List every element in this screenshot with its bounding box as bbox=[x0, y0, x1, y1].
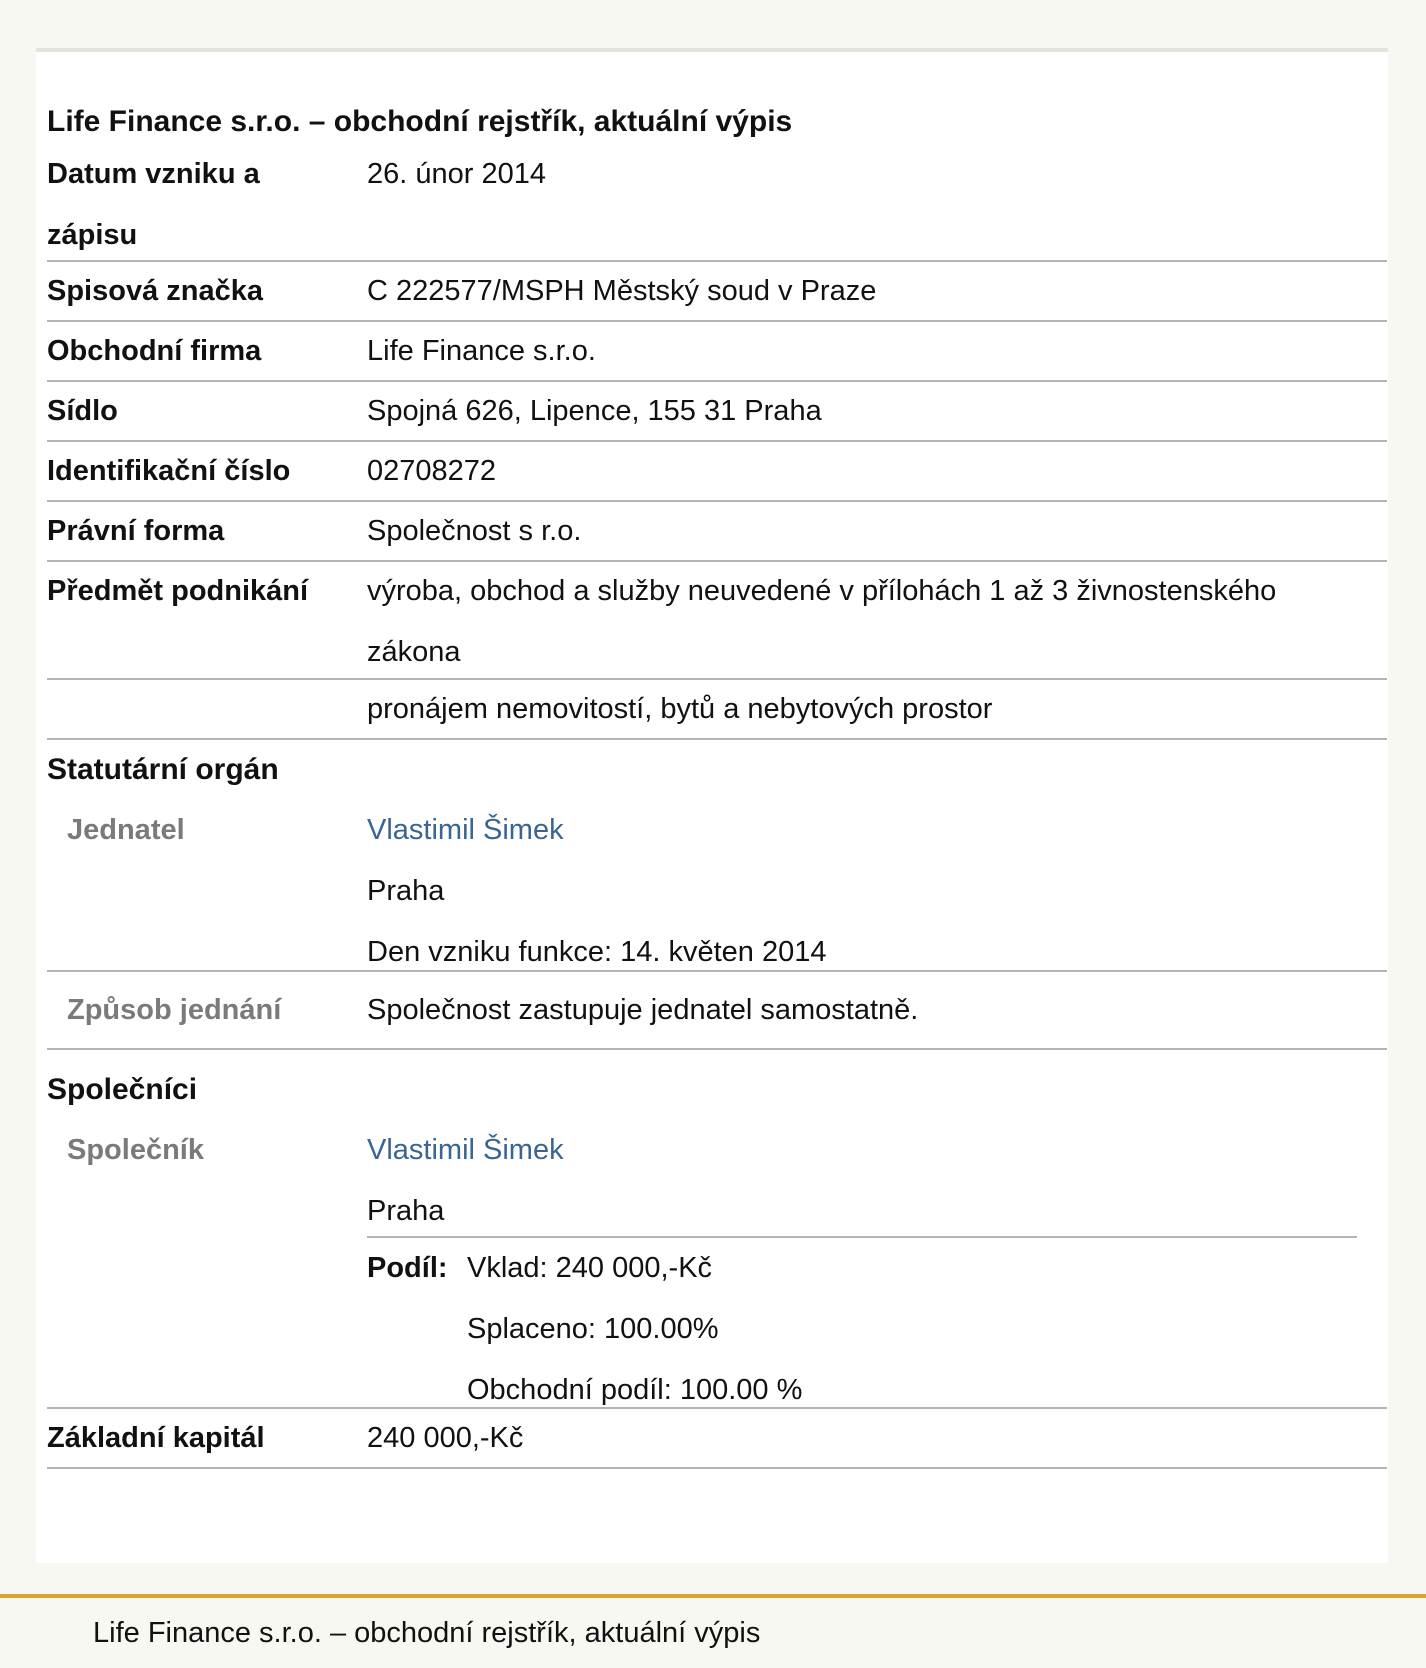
row-value bbox=[367, 561, 1357, 683]
row-value: pronájem nemovitostí, bytů a nebytových prostor bbox=[367, 693, 993, 725]
splaceno: Splaceno: 100.00% bbox=[467, 1313, 719, 1345]
obchodni-podil: Obchodní podíl: 100.00 % bbox=[467, 1374, 803, 1406]
row-label: Právní forma bbox=[47, 515, 225, 547]
row-pravni-forma bbox=[47, 502, 1387, 562]
footer-title: Life Finance s.r.o. – obchodní rejstřík, aktuální výpis bbox=[93, 1617, 761, 1649]
row-value: C 222577/MSPH Městský soud v Praze bbox=[367, 275, 877, 307]
row-ico bbox=[47, 442, 1387, 502]
row-sublabel: Jednatel bbox=[67, 814, 185, 846]
register-extract-card bbox=[36, 48, 1388, 1563]
row-obchodni-firma bbox=[47, 322, 1387, 382]
footer bbox=[0, 1598, 1426, 1668]
row-sublabel: Společník bbox=[67, 1134, 204, 1166]
row-predmet-podnikani-2 bbox=[47, 680, 1387, 740]
row-label-line: zápisu bbox=[47, 219, 138, 251]
page-title: Life Finance s.r.o. – obchodní rejstřík, aktuální výpis bbox=[47, 105, 793, 138]
row-label: Identifikační číslo bbox=[47, 455, 291, 487]
row-sidlo bbox=[47, 382, 1387, 442]
row-predmet-podnikani bbox=[47, 562, 1387, 680]
person-link[interactable]: Vlastimil Šimek bbox=[367, 1134, 564, 1166]
row-value-line: zákona bbox=[367, 636, 461, 668]
row-value: Společnost s r.o. bbox=[367, 515, 582, 547]
row-jednatel bbox=[47, 800, 1387, 972]
row-datum-vzniku bbox=[47, 144, 1387, 262]
row-label-line: Datum vzniku a bbox=[47, 158, 260, 190]
row-spolecnik bbox=[47, 1120, 1387, 1409]
person-city: Praha bbox=[367, 875, 445, 907]
vklad: Vklad: 240 000,-Kč bbox=[467, 1252, 713, 1284]
row-zpusob-jednani bbox=[47, 972, 1387, 1050]
row-value-line: výroba, obchod a služby neuvedené v přílohách 1 až 3 živnostenského bbox=[367, 575, 1277, 607]
podil-value bbox=[467, 1238, 802, 1421]
row-value: 240 000,-Kč bbox=[367, 1422, 524, 1454]
row-value bbox=[367, 800, 1357, 983]
section-heading-spolecnici: Společníci bbox=[47, 1073, 198, 1106]
row-label: Obchodní firma bbox=[47, 335, 262, 367]
podil-label: Podíl: bbox=[367, 1252, 448, 1284]
row-label: Předmět podnikání bbox=[47, 575, 309, 607]
section-heading-statutarni-organ: Statutární orgán bbox=[47, 753, 279, 786]
row-value: 02708272 bbox=[367, 455, 497, 487]
person-link[interactable]: Vlastimil Šimek bbox=[367, 814, 564, 846]
row-sublabel: Způsob jednání bbox=[67, 994, 282, 1026]
row-value: Společnost zastupuje jednatel samostatně. bbox=[367, 994, 919, 1026]
row-label: Spisová značka bbox=[47, 275, 263, 307]
row-label bbox=[47, 144, 347, 266]
row-value: Life Finance s.r.o. bbox=[367, 335, 596, 367]
row-value: 26. únor 2014 bbox=[367, 158, 546, 190]
row-zakladni-kapital bbox=[47, 1409, 1387, 1469]
person-city: Praha bbox=[367, 1195, 445, 1227]
row-spisova-znacka bbox=[47, 262, 1387, 322]
function-since: Den vzniku funkce: 14. květen 2014 bbox=[367, 936, 827, 968]
row-value bbox=[367, 1120, 1357, 1242]
row-label: Základní kapitál bbox=[47, 1422, 265, 1454]
row-value: Spojná 626, Lipence, 155 31 Praha bbox=[367, 395, 822, 427]
row-label: Sídlo bbox=[47, 395, 118, 427]
